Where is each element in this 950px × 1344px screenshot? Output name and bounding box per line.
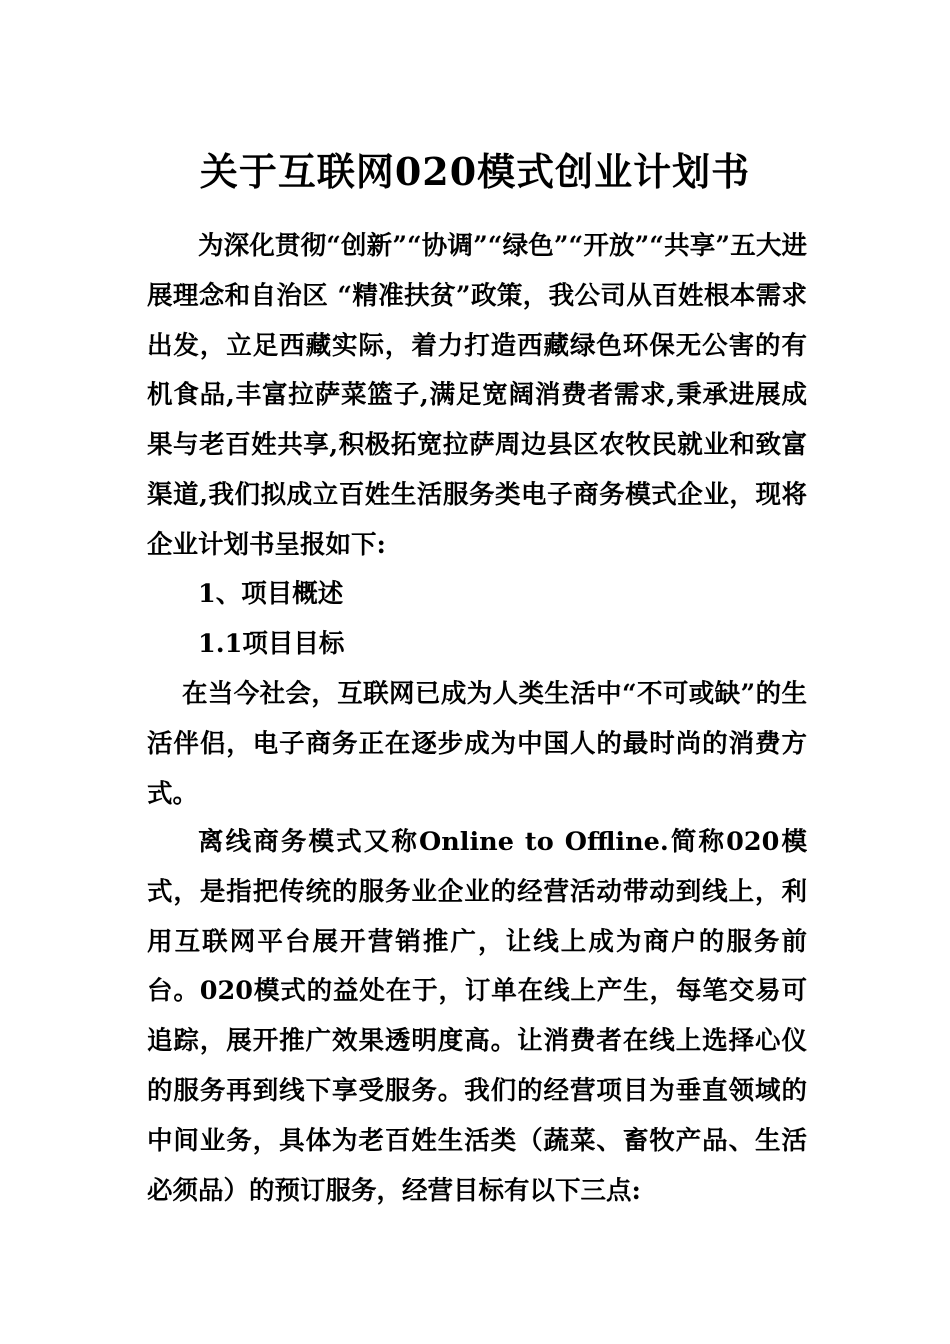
- document-title: 关于互联网020模式创业计划书: [199, 149, 751, 194]
- section-heading-1: 1、项目概述: [198, 579, 344, 609]
- section-heading-1-1: 1.1项目目标: [198, 629, 345, 659]
- goal-paragraph: 在当今社会，互联网已成为人类生活中“不可或缺”的生活伴侣，电子商务正在逐步成为中国人的最时尚的消费方式。: [147, 679, 807, 809]
- o2o-paragraph: 离线商务模式又称Online to Offline.简称020模式，是指把传统的服务业企业的经营活动带动到线上，利用互联网平台展开营销推广，让线上成为商户的服务前台。020模式的益处在于，订单在线上产生，每笔交易可追踪，展开推广效果透明度高。让消费者在线上选择心仪的服务再到线下享受服务。我们的经营项目为垂直领域的中间业务，具体为老百姓生活类（蔬菜、畜牧产品、生活必须品）的预订服务，经营目标有以下三点:: [147, 827, 807, 1206]
- intro-paragraph: 为深化贯彻“创新”“协调”“绿色”“开放”“共享”五大进展理念和自治区 “精准扶贫”政策，我公司从百姓根本需求出发，立足西藏实际，着力打造西藏绿色环保无公害的有机食品,丰富拉萨菜篮子,满足宽阔消费者需求,秉承进展成果与老百姓共享,积极拓宽拉萨周边县区农牧民就业和致富渠道,我们拟成立百姓生活服务类电子商务模式企业，现将企业计划书呈报如下:: [147, 231, 807, 560]
